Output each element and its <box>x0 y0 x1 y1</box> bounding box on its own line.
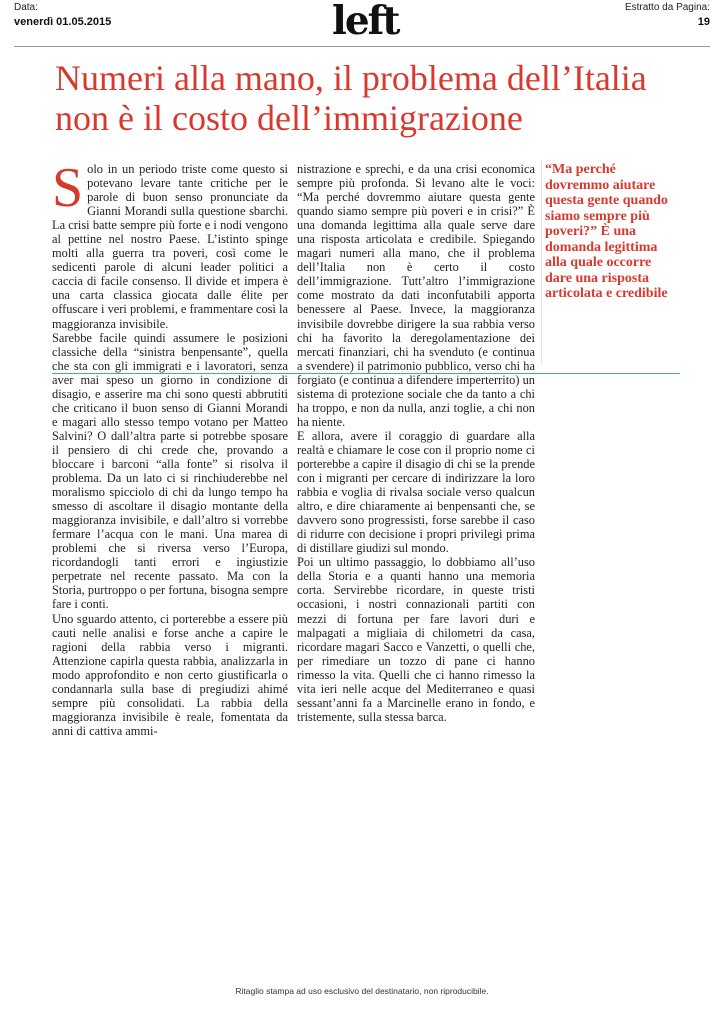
page-number: 19 <box>697 16 710 28</box>
article-column-1 <box>52 157 288 738</box>
column-separator <box>541 160 542 365</box>
header-rule <box>14 46 710 47</box>
paragraph: Poi un ultimo passaggio, lo dobbiamo all’uso della Storia e a quanti hanno una memoria corta. Servirebbe ricordare, in queste tristi occasioni, i nostri connazionali partiti con mezzi di fortuna per fare lavori duri e malpagati a migliaia di chilometri da casa, ricordare magari Sacco e Vanzetti, o quelli che, per rimediare un tozzo di pane ci hanno rimesso la vita. Quelli che ci hanno rimesso la vita ieri nelle acque del Mediterraneo e quasi sessant’anni fa a Marcinelle erano in fondo, e tristemente, sulla stessa barca. <box>297 555 535 724</box>
drop-cap: S <box>52 157 84 219</box>
clipping-cut-line <box>52 373 680 374</box>
footer-notice: Ritaglio stampa ad uso esclusivo del destinatario, non riproducibile. <box>235 986 489 996</box>
paragraph: olo in un periodo triste come questo si potevano levare tante critiche per le parole di buon senso pronunciate da Gianni Morandi sulla questione sbarchi. La crisi batte sempre più forte e i nodi vengono al pettine nel nostro Paese. L’istinto spinge molti alla guerra tra poveri, così come le sedicenti parole di alcuni leader politici a caccia di facile consenso. Il divide et impera è una carta classica giocata dalle élite per offuscare i veri problemi, e frammentare così la maggioranza invisibile. <box>52 162 288 331</box>
article-headline: Numeri alla mano, il problema dell’Italia non è il costo dell’immigrazione <box>55 58 647 138</box>
paragraph: Uno sguardo attento, ci porterebbe a essere più cauti nelle analisi e forse anche a capire le ragioni della rabbia verso i migranti. Attenzione capirla questa rabbia, analizzarla in modo approfondito e non certo giustificarla o condannarla sulla base di pregiudizi ahimé sempre più consolidati. La rabbia della maggioranza invisibile è reale, fomentata da anni di cattiva ammi- <box>52 611 288 738</box>
paragraph: E allora, avere il coraggio di guardare alla realtà e chiamare le cose con il proprio nome ci porterebbe a capire il disagio di chi se la prende con i migranti per cercare di indirizzare la loro rabbia e voglia di rivalsa sociale verso qualcun altro, e dire chiaramente ai benpensanti che, se davvero sono progressisti, forse sarebbe il caso di ridurre con decisione i propri privilegi prima di distillare giudizi sul mondo. <box>297 428 535 556</box>
masthead-logo: left <box>332 0 399 44</box>
page-label: Estratto da Pagina: <box>624 2 710 13</box>
date-label: Data: <box>14 2 38 13</box>
pull-quote: “Ma perché dovremmo aiutare questa gente quando siamo sempre più poveri?” È una domanda legittima alla quale occorre dare una risposta articolata e credibile <box>545 162 668 301</box>
article-column-2 <box>297 162 535 724</box>
paragraph: nistrazione e sprechi, e da una crisi economica sempre più profonda. Si levano alte le voci: “Ma perché dovremmo aiutare questa gente quando siamo sempre più poveri e in crisi?” È una domanda legittima alla quale serve dare una risposta articolata e credibile. Spiegando magari numeri alla mano, che il problema dell’Italia non è certo il costo dell’immigrazione. Tutt’altro l’immigrazione come mostrato da dati inconfutabili apporta benessere al Paese. Invece, la maggioranza invisibile dovrebbe dirigere la sua rabbia verso chi ha favorito la deregolamentazione dei mercati finanziari, chi ha svenduto (e continua a svendere) il patrimonio pubblico, verso chi ha forgiato (e continua a difendere imperterrito) un sistema di protezione sociale che da tanto a chi ha troppo, e non da nulla, anzi toglie, a chi non ha niente. <box>297 162 535 429</box>
date-value: venerdì 01.05.2015 <box>14 16 112 28</box>
paragraph: Sarebbe facile quindi assumere le posizioni classiche della “sinistra benpensante”, quella che sta con gli immigrati e i lavoratori, senza aver mai speso un giorno in condizione di disagio, e asserire ma chi sono questi abbrutiti che criticano il buon senso di Gianni Morandi e magari allo stesso tempo votano per Matteo Salvini? O dall’altra parte si potrebbe sposare il pensiero di chi crede che, provando a bloccare i barconi “alla fonte” si risolva il problema. Da un lato ci si rinchiuderebbe nel moralismo spicciolo di chi da lungo tempo ha smesso di ascoltare il disagio montante della maggioranza invisibile, e dall’altro si vorrebbe fermare l’acqua con le mani. Una marea di problemi che si riversa verso l’Europa, ricordandogli tanti errori e ingiustizie perpetrate nel recente passato. Ma con la Storia, purtroppo o per fortuna, bisogna sempre fare i conti. <box>52 330 288 612</box>
